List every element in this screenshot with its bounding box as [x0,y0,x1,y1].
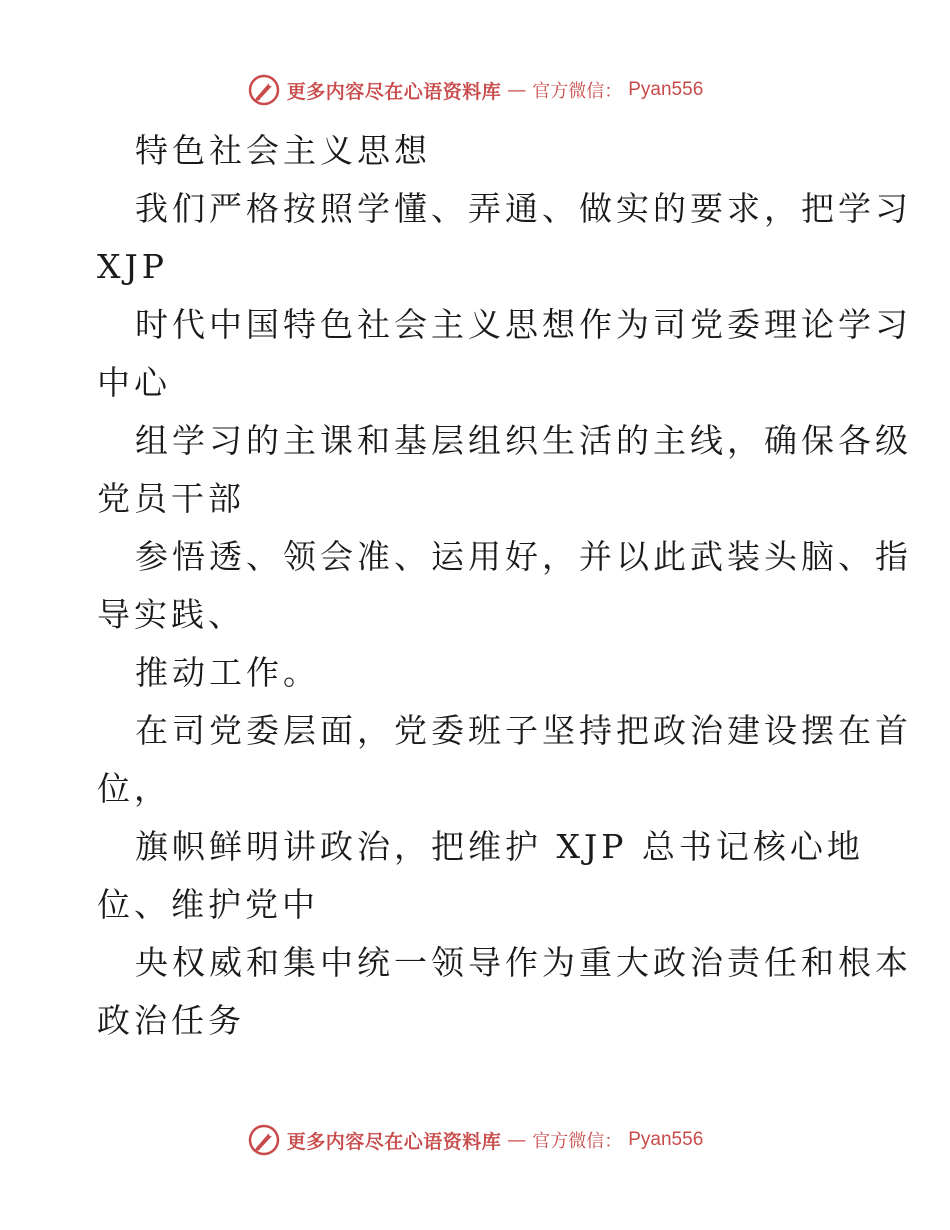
text-line: 组学习的主课和基层组织生活的主线，确保各级 [135,421,912,460]
text-line: 特色社会主义思想 [135,131,431,170]
watermark-wechat-label: 官方微信： [532,1131,623,1152]
text-line: 旗帜鲜明讲政治，把维护 XJP 总书记核心地 [135,827,864,866]
text-line: 党员干部 [97,479,245,518]
watermark-dash: — [507,79,527,101]
text-line: 中心 [97,363,171,402]
text-line: 位、维护党中 [97,885,319,924]
pen-logo-icon [247,73,281,107]
text-line: XJP [97,247,168,286]
pen-logo-icon [247,1123,281,1157]
text-line: 参悟透、领会准、运用好，并以此武装头脑、指 [135,537,912,576]
text-line: 推动工作。 [135,653,320,692]
text-line: 央权威和集中统一领导作为重大政治责任和根本 [135,943,912,982]
footer-watermark [0,1120,950,1160]
watermark-wechat-id: Pyan556 [628,79,704,100]
watermark-brand-text: 更多内容尽在心语资料库 [286,1130,502,1153]
watermark-brand-text: 更多内容尽在心语资料库 [286,80,502,103]
document-body [97,122,912,1050]
text-line: 导实践、 [97,595,245,634]
text-line: 时代中国特色社会主义思想作为司党委理论学习 [135,305,912,344]
watermark-wechat-label: 官方微信： [532,81,623,102]
watermark-wechat-id: Pyan556 [628,1129,704,1150]
header-watermark [0,70,950,110]
text-line: 政治任务 [97,1001,245,1040]
watermark-dash: — [507,1129,527,1151]
text-line: 位， [97,769,171,808]
text-line: 在司党委层面，党委班子坚持把政治建设摆在首 [135,711,912,750]
text-line: 我们严格按照学懂、弄通、做实的要求，把学习 [135,189,912,228]
